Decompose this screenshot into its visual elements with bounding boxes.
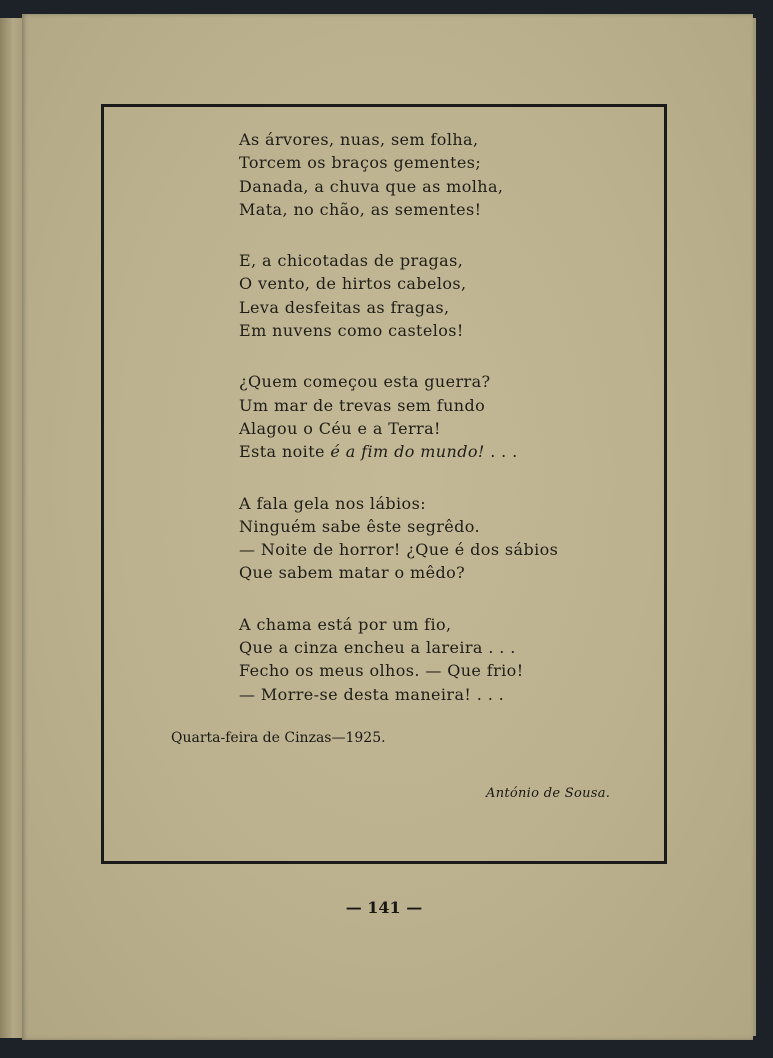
previous-page-edge xyxy=(0,18,22,1038)
poem-line: Torcem os braços gementes; xyxy=(239,153,482,173)
poem-line: — Morre-se desta maneira! . . . xyxy=(239,684,505,704)
poem-line: — Noite de horror! ¿Que é dos sábios xyxy=(239,540,559,560)
poem-line: A fala gela nos lábios: xyxy=(239,493,426,513)
poem-line: Um mar de trevas sem fundo xyxy=(239,395,486,415)
poem-line: Mata, no chão, as sementes! xyxy=(239,199,482,219)
poem-line: Ninguém sabe êste segrêdo. xyxy=(239,516,481,536)
stanza-2 xyxy=(239,249,569,342)
poem-line: Que a cinza encheu a lareira . . . xyxy=(239,638,516,658)
poem-line: Danada, a chuva que as molha, xyxy=(239,176,504,196)
stanza-3 xyxy=(239,370,569,463)
poem-line-italic: é a fim do mundo! xyxy=(330,442,485,462)
poem-line: Que sabem matar o mêdo? xyxy=(239,563,466,583)
poem-line-suffix: . . . xyxy=(484,442,518,462)
dateline: Quarta-feira de Cinzas—1925. xyxy=(171,730,386,746)
stanza-4 xyxy=(239,492,569,585)
poem-line: ¿Quem começou esta guerra? xyxy=(239,372,491,392)
page-number: — 141 — xyxy=(345,898,423,917)
poem-line: Fecho os meus olhos. — Que frio! xyxy=(239,661,524,681)
poem-line: O vento, de hirtos cabelos, xyxy=(239,274,467,294)
author-signature: António de Sousa. xyxy=(486,786,611,801)
poem-line: As árvores, nuas, sem folha, xyxy=(239,130,479,149)
poem-line: Alagou o Céu e a Terra! xyxy=(239,418,441,438)
poem-line-mixed xyxy=(239,440,569,463)
poem-line: Leva desfeitas as fragas, xyxy=(239,297,450,317)
poem-line-prefix: Esta noite xyxy=(239,442,331,462)
stanza-1 xyxy=(239,128,569,221)
poem-line: E, a chicotadas de pragas, xyxy=(239,251,464,271)
poem-line: Em nuvens como castelos! xyxy=(239,321,464,341)
poem xyxy=(239,128,569,734)
stanza-5 xyxy=(239,613,569,706)
poem-line: A chama está por um fio, xyxy=(239,614,452,634)
